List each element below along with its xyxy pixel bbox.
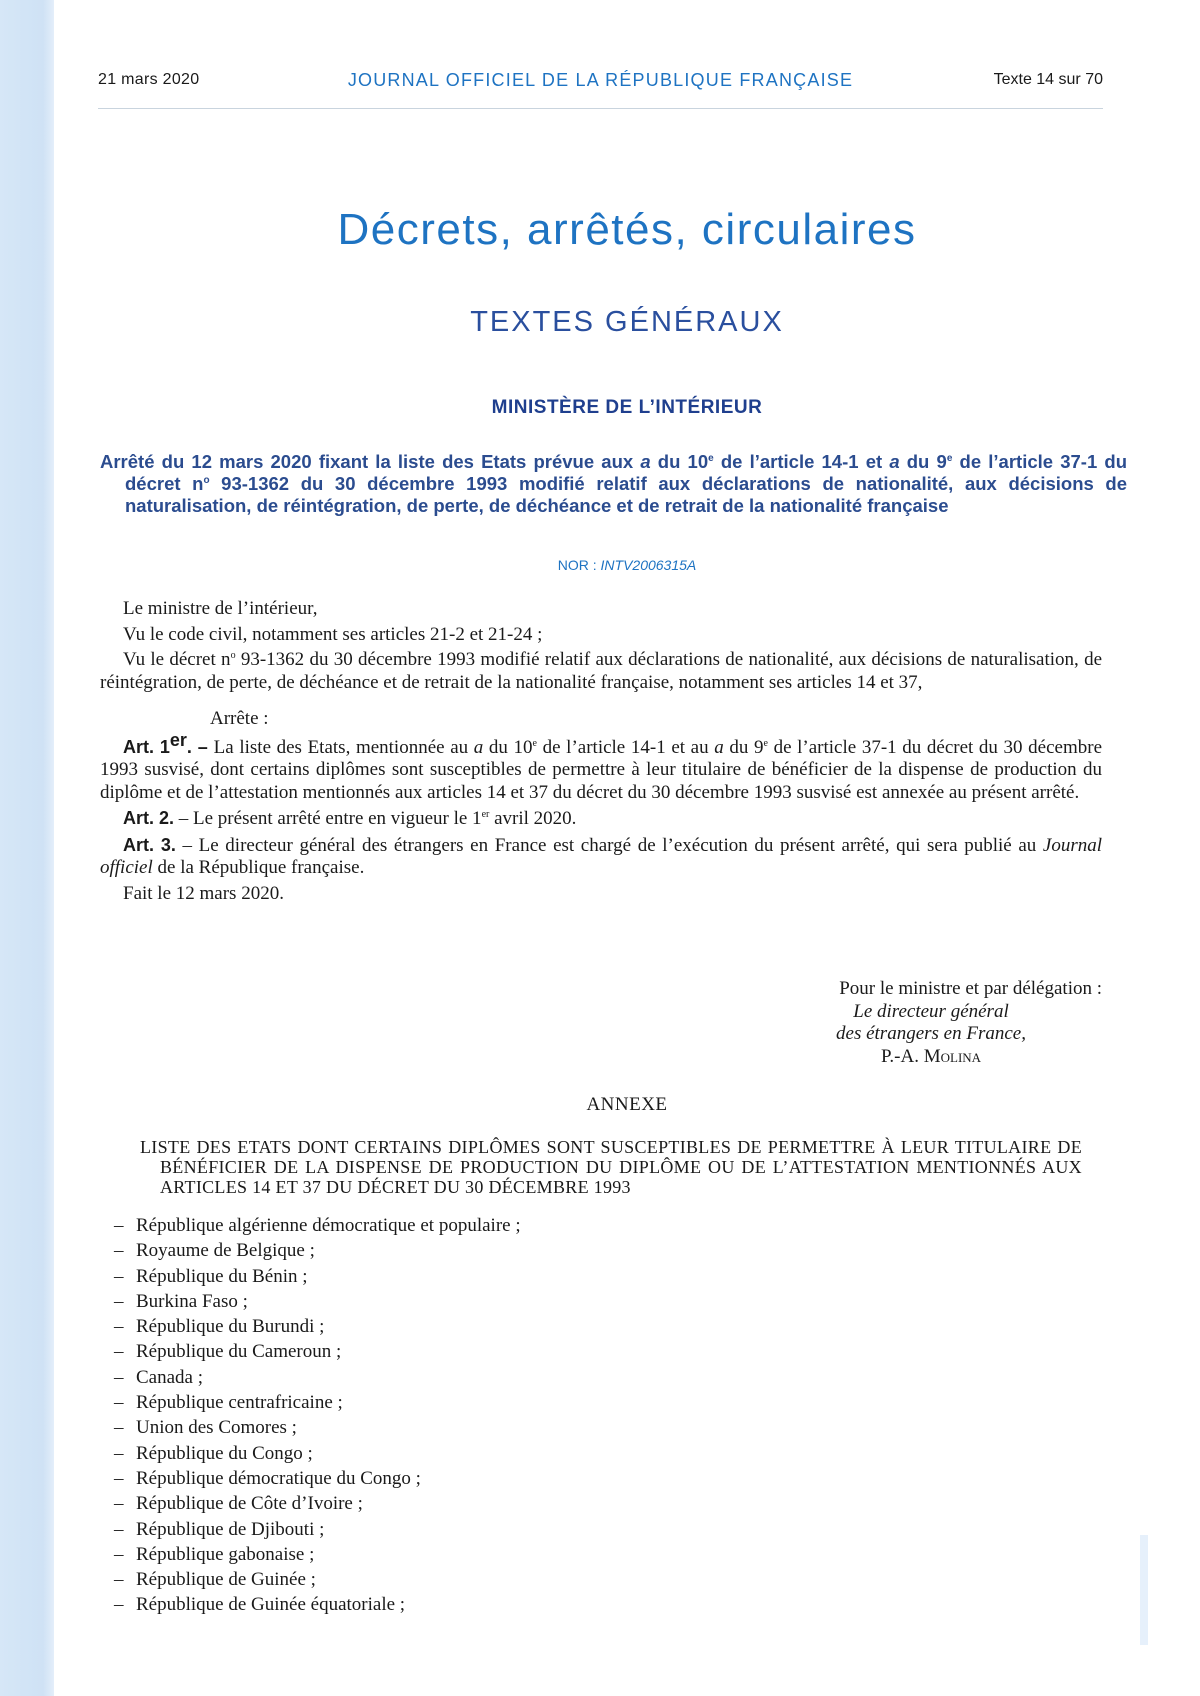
list-item	[114, 1238, 521, 1263]
article-3: Art. 3. – Le directeur général des étrangers en France est chargé de l’exécution du présent arrêté, qui sera publié au Journal officiel de la République française.	[100, 834, 1102, 878]
list-item	[114, 1466, 521, 1491]
country-name: Canada ;	[136, 1366, 204, 1388]
country-name: République de Guinée équatoriale ;	[136, 1594, 406, 1616]
list-dash: –	[114, 1417, 124, 1439]
list-item	[114, 1289, 521, 1314]
decree-title: Arrêté du 12 mars 2020 fixant la liste des Etats prévue aux a du 10e de l’article 14-1 et a du 9e de l’article 37-1 du décret $n^o$ 93-1362 du 30 décembre 1993 modifié relatif aux déclarations de nationalité, aux décisions de naturalisation, de réintégration, de perte, de déchéance et de retrait de la nationalité française	[100, 451, 1127, 516]
signature-line-1: Pour le ministre et par délégation :	[839, 978, 1102, 999]
decree-body	[100, 598, 1102, 908]
list-item	[114, 1415, 521, 1440]
list-dash: –	[114, 1392, 124, 1414]
signature-block	[600, 978, 1102, 1068]
country-name: République gabonaise ;	[136, 1543, 315, 1565]
vu-paragraph-2: Vu le décret $n^o$ 93-1362 du 30 décembre 1993 modifié relatif aux déclarations de nationalité, aux décisions de naturalisation, de réintégration, de perte, de déchéance et de retrait de la nationalité française, notamment ses articles 14 et 37,	[100, 649, 1102, 693]
country-name: Burkina Faso ;	[136, 1290, 248, 1312]
country-name: République du Congo ;	[136, 1442, 313, 1464]
section-title: Décrets, arrêtés, circulaires	[337, 205, 917, 254]
annexe-title: ANNEXE	[586, 1094, 668, 1115]
country-name: République de Guinée ;	[136, 1569, 316, 1591]
list-item	[114, 1264, 521, 1289]
signature-line-3: des étrangers en France,	[836, 1023, 1026, 1044]
list-dash: –	[114, 1543, 124, 1565]
article-1: Art. 1er. – La liste des Etats, mentionnée au a du 10e de l’article 14-1 et au a du 9e de l’article 37-1 du décret du 30 décembre 1993 susvisé, dont certains diplômes sont susceptibles de permettre à leur titulaire de bénéficier de la dispense de production du diplôme et de l’attestation mentionnés aux articles 14 et 37 du décret du 30 décembre 1993 susvisé est annexée au présent arrêté.	[100, 729, 1103, 803]
list-dash: –	[114, 1290, 124, 1312]
country-name: Royaume de Belgique ;	[136, 1240, 315, 1262]
signature-line-2: Le directeur général	[853, 1000, 1009, 1022]
signing-date: Fait le 12 mars 2020.	[123, 882, 284, 904]
list-item	[114, 1314, 521, 1339]
country-name: République de Djibouti ;	[136, 1518, 325, 1540]
list-dash: –	[114, 1493, 124, 1515]
country-name: Union des Comores ;	[136, 1417, 297, 1439]
nor-code: INTV2006315A	[600, 557, 697, 573]
country-list	[114, 1213, 521, 1618]
nor-reference: NOR : INTV2006315A	[557, 557, 697, 573]
country-name: République du Bénin ;	[136, 1265, 308, 1287]
subsection-title: TEXTES GÉNÉRAUX	[470, 306, 784, 338]
intro-paragraph: Le ministre de l’intérieur,	[123, 598, 318, 619]
list-item	[114, 1213, 521, 1238]
list-item	[114, 1592, 521, 1617]
signatory-name: P.-A. Molina	[880, 1045, 982, 1067]
list-item	[114, 1339, 521, 1364]
list-dash: –	[114, 1518, 124, 1540]
list-item	[114, 1365, 521, 1390]
country-name: République du Cameroun ;	[136, 1341, 342, 1363]
page-margin-band	[0, 0, 54, 1696]
ministry-title: MINISTÈRE DE L’INTÉRIEUR	[491, 397, 763, 418]
list-item	[114, 1542, 521, 1567]
header-journal-title: JOURNAL OFFICIEL DE LA RÉPUBLIQUE FRANÇAISE	[347, 70, 854, 90]
list-dash: –	[114, 1316, 124, 1338]
list-dash: –	[114, 1240, 124, 1262]
list-item	[114, 1567, 521, 1592]
list-item	[114, 1390, 521, 1415]
list-dash: –	[114, 1467, 124, 1489]
vu-paragraph-1: Vu le code civil, notamment ses articles 21-2 et 21-24 ;	[123, 623, 543, 645]
list-dash: –	[114, 1442, 124, 1464]
list-dash: –	[114, 1265, 124, 1287]
country-name: République centrafricaine ;	[136, 1392, 343, 1414]
list-dash: –	[114, 1569, 124, 1591]
page-corner-tab	[1140, 1535, 1148, 1645]
list-dash: –	[114, 1594, 124, 1616]
article-2: Art. 2. – Le présent arrêté entre en vigueur le 1er avril 2020.	[123, 808, 577, 829]
list-dash: –	[114, 1341, 124, 1363]
list-item	[114, 1517, 521, 1542]
annexe-heading: LISTE DES ETATS DONT CERTAINS DIPLÔMES SONT SUSCEPTIBLES DE PERMETTRE À LEUR TITULAIRE DE BÉNÉFICIER DE LA DISPENSE DE PRODUCTION DU DIPLÔME OU DE L’ATTESTATION MENTIONNÉS AUX ARTICLES 14 ET 37 DU DÉCRET DU 30 DÉCEMBRE 1993	[140, 1137, 1082, 1197]
country-name: République de Côte d’Ivoire ;	[136, 1493, 363, 1515]
header-text-number: Texte 14 sur 70	[993, 71, 1103, 88]
list-dash: –	[114, 1215, 124, 1236]
country-name: République démocratique du Congo ;	[136, 1467, 421, 1489]
country-name: République du Burundi ;	[136, 1316, 325, 1338]
list-item	[114, 1491, 521, 1516]
list-item	[114, 1441, 521, 1466]
list-dash: –	[114, 1366, 124, 1388]
arrete-line: Arrête :	[210, 708, 269, 729]
country-name: République algérienne démocratique et populaire ;	[136, 1215, 521, 1236]
page-header	[98, 70, 1103, 109]
header-date: 21 mars 2020	[98, 71, 200, 88]
